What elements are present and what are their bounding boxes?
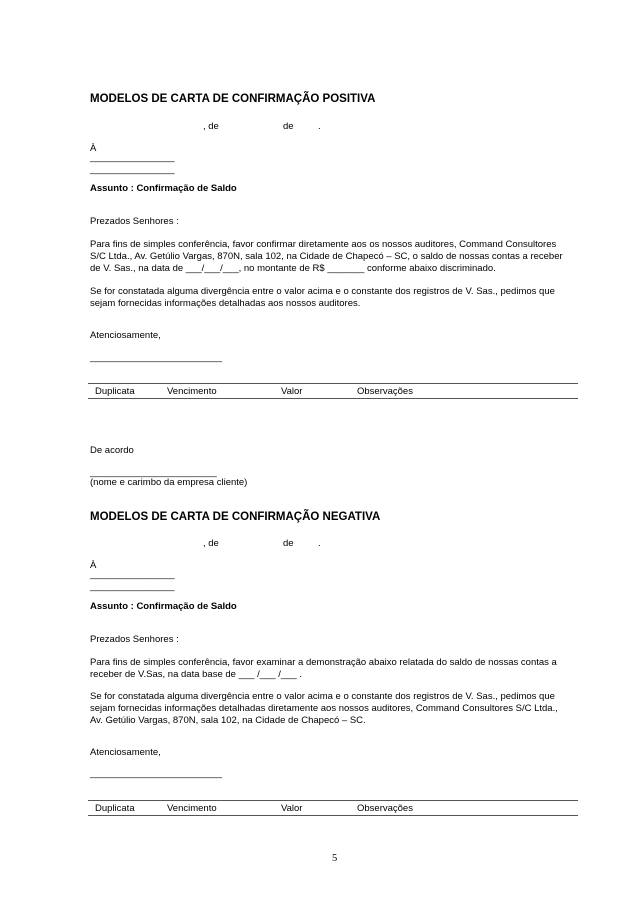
negative-paragraph-1-line-2: receber de V.Sas, na data base de ___ /___ /___ .: [90, 669, 302, 680]
positive-closing: Atenciosamente,: [90, 330, 161, 341]
negative-date-separator-1: , de: [203, 538, 219, 549]
positive-subject: Assunto : Confirmação de Saldo: [90, 183, 237, 194]
negative-paragraph-1-line-1: Para fins de simples conferência, favor examinar a demonstração abaixo relatada do saldo de nossas contas a: [90, 657, 557, 668]
positive-paragraph-1-line-1: Para fins de simples conferência, favor confirmar diretamente aos os nossos auditores, Command Consultores: [90, 239, 557, 250]
positive-paragraph-1-line-2: S/C Ltda., Av. Getúlio Vargas, 870N, sala 102, na Cidade de Chapecó – SC, o saldo de nossas contas a receber: [90, 251, 563, 262]
agreement-signature-line: ________________________: [90, 467, 217, 478]
negative-table-top-rule: [88, 800, 578, 801]
negative-table-header-valor: Valor: [281, 803, 303, 814]
positive-table-bottom-rule: [88, 398, 578, 399]
negative-table-bottom-rule: [88, 815, 578, 816]
negative-greeting: Prezados Senhores :: [90, 634, 179, 645]
negative-subject: Assunto : Confirmação de Saldo: [90, 601, 237, 612]
negative-signature-line: _________________________: [90, 768, 223, 779]
positive-table-header-observacoes: Observações: [357, 386, 413, 397]
positive-recipient-line-2: ________________: [90, 164, 175, 175]
positive-paragraph-1-line-3: de V. Sas., na data de ___/___/___, no montante de R$ _______ conforme abaixo discriminado.: [90, 263, 496, 274]
positive-table-header-vencimento: Vencimento: [167, 386, 217, 397]
negative-paragraph-2-line-1: Se for constatada alguma divergência entre o valor acima e o constante dos registros de V. Sas., pedimos que: [90, 691, 555, 702]
positive-table-header-duplicata: Duplicata: [95, 386, 135, 397]
negative-closing: Atenciosamente,: [90, 747, 161, 758]
agreement-label: De acordo: [90, 445, 134, 456]
positive-table-top-rule: [88, 383, 578, 384]
agreement-caption: (nome e carimbo da empresa cliente): [90, 477, 248, 488]
positive-paragraph-2-line-2: sejam fornecidas informações detalhadas aos nossos auditores.: [90, 298, 361, 309]
positive-date-end: .: [318, 121, 321, 132]
positive-date-separator-1: , de: [203, 121, 219, 132]
positive-recipient-label: À: [90, 143, 97, 154]
negative-recipient-line-2: ________________: [90, 581, 175, 592]
positive-recipient-line-1: ________________: [90, 152, 175, 163]
positive-letter-title: MODELOS DE CARTA DE CONFIRMAÇÃO POSITIVA: [90, 93, 376, 105]
page-number: 5: [332, 853, 338, 864]
negative-paragraph-2-line-3: Av. Getúlio Vargas, 870N, sala 102, na Cidade de Chapecó – SC.: [90, 715, 366, 726]
positive-signature-line: _________________________: [90, 352, 223, 363]
negative-table-header-duplicata: Duplicata: [95, 803, 135, 814]
negative-paragraph-2-line-2: sejam fornecidas informações detalhadas diretamente aos nossos auditores, Command Consultores S/C Ltda.,: [90, 703, 558, 714]
positive-table-header-valor: Valor: [281, 386, 303, 397]
positive-date-separator-2: de: [283, 121, 294, 132]
negative-date-separator-2: de: [283, 538, 294, 549]
positive-paragraph-2-line-1: Se for constatada alguma divergência entre o valor acima e o constante dos registros de V. Sas., pedimos que: [90, 286, 555, 297]
negative-letter-title: MODELOS DE CARTA DE CONFIRMAÇÃO NEGATIVA: [90, 511, 381, 523]
negative-recipient-line-1: ________________: [90, 569, 175, 580]
positive-greeting: Prezados Senhores :: [90, 216, 179, 227]
negative-table-header-vencimento: Vencimento: [167, 803, 217, 814]
negative-table-header-observacoes: Observações: [357, 803, 413, 814]
negative-date-end: .: [318, 538, 321, 549]
negative-recipient-label: À: [90, 560, 97, 571]
